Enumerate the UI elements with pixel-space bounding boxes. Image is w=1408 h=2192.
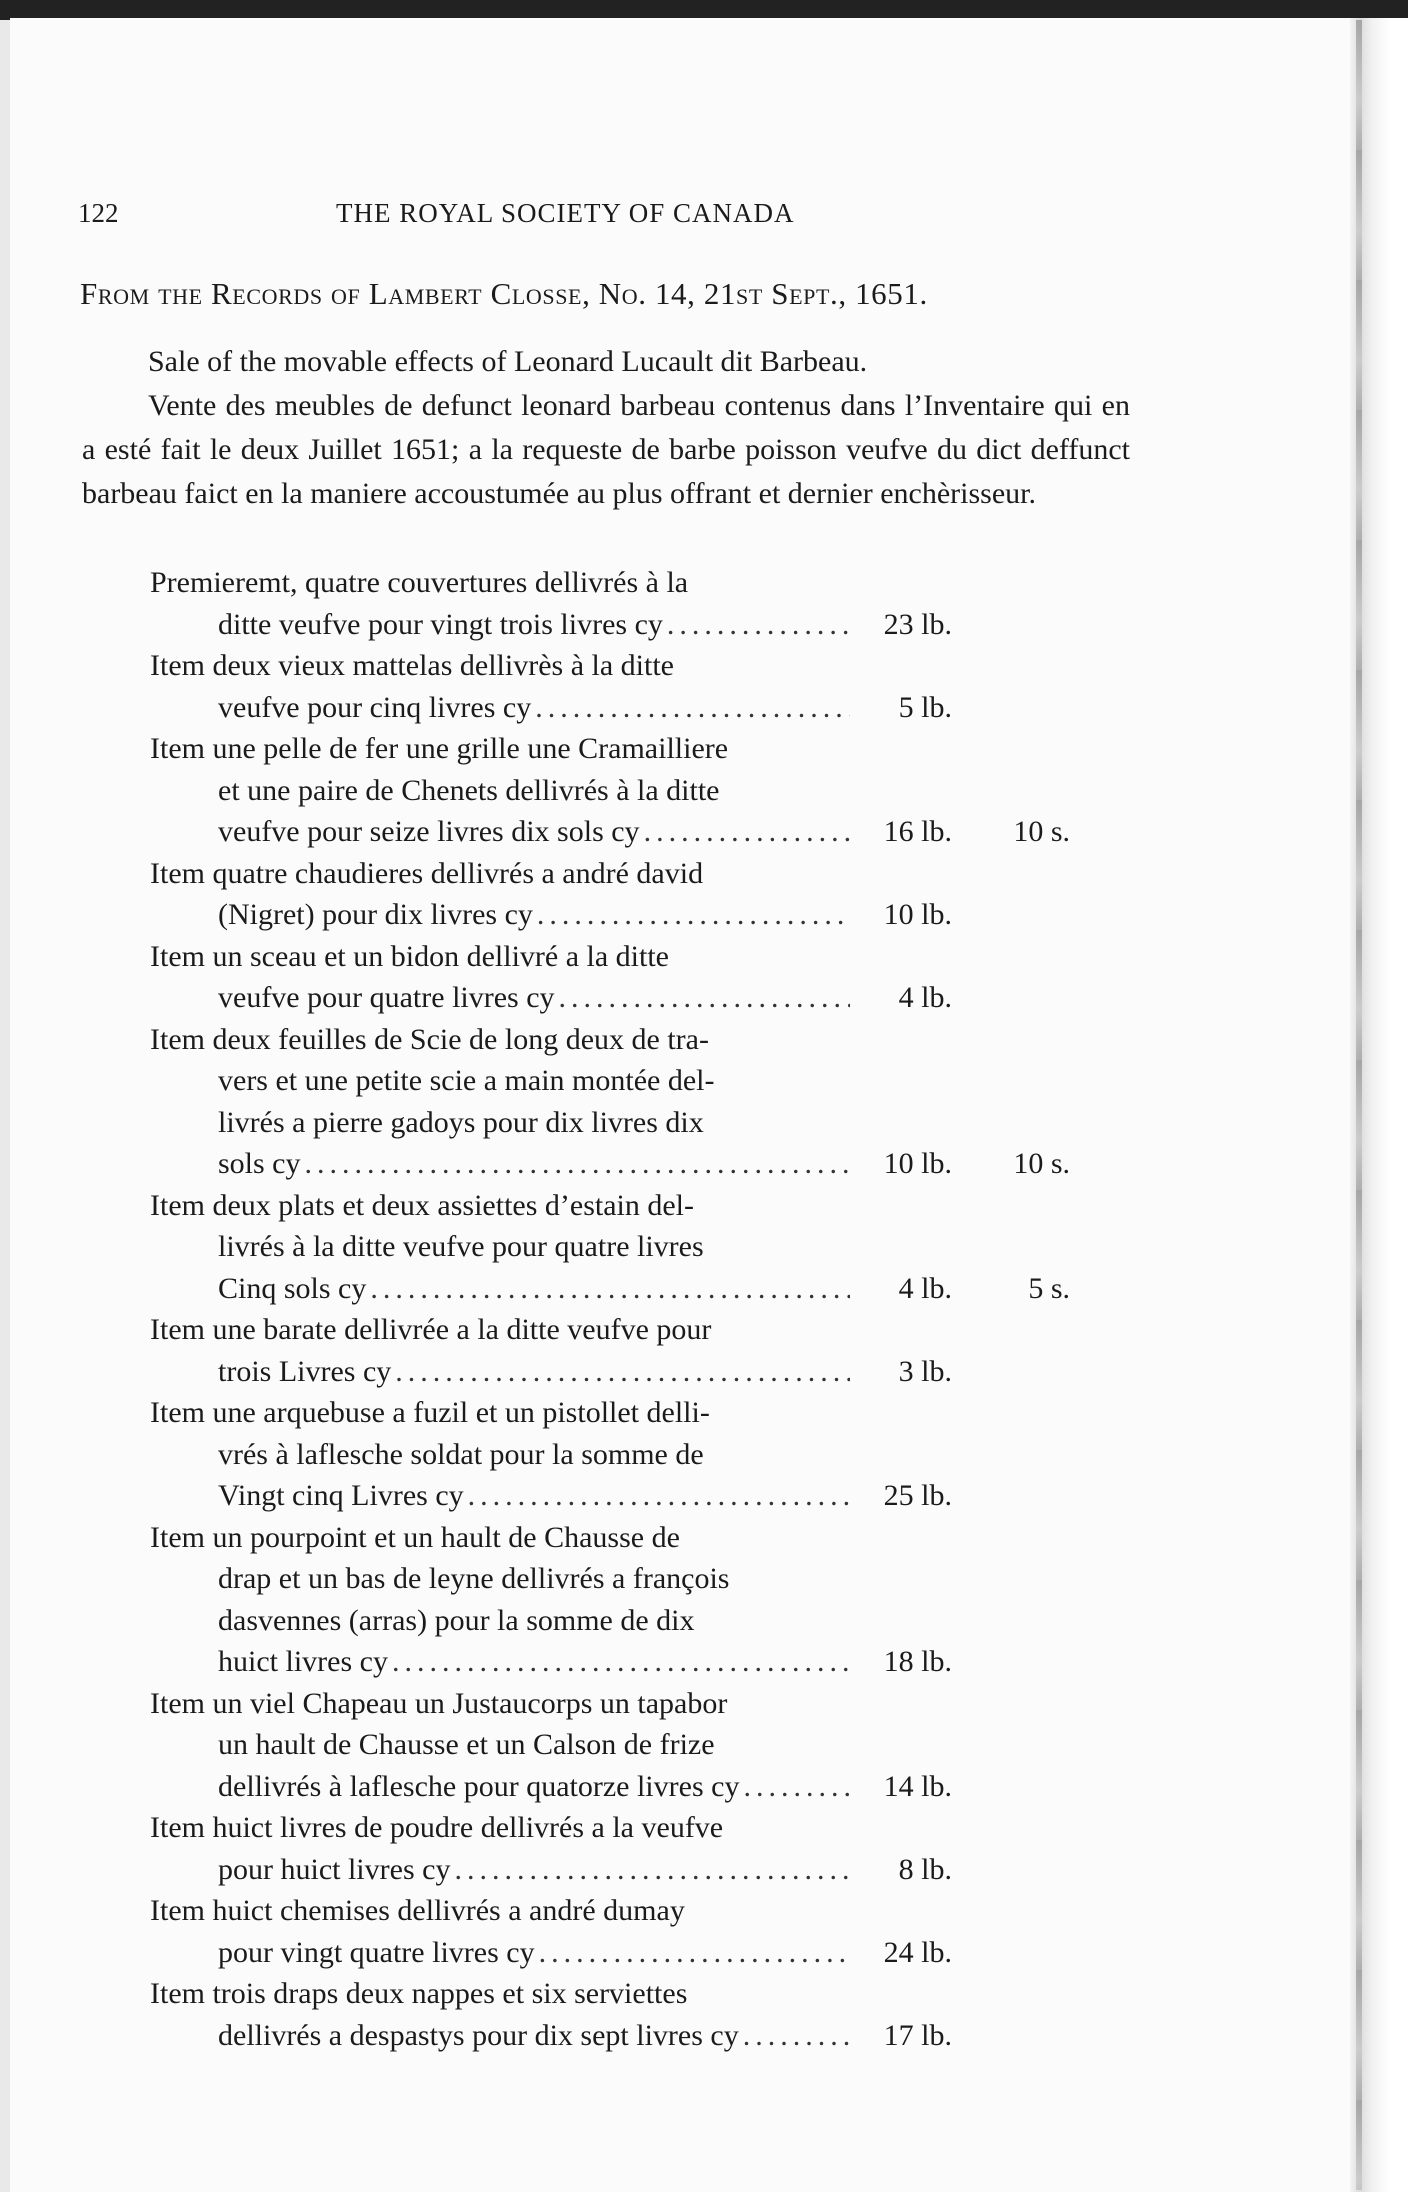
dot-leader: [739, 2015, 850, 2057]
item-livres-amount: 8 lb.: [898, 1852, 952, 1886]
item-line: Item quatre chaudieres dellivrés a andré david: [150, 856, 704, 890]
introduction: [82, 340, 1130, 516]
item-description: [150, 728, 850, 853]
item-line-last: [150, 1351, 850, 1393]
item-line-last: [150, 1268, 850, 1310]
item-line: Item trois draps deux nappes et six serviettes: [150, 1977, 688, 2010]
item-livres-amount: 10 lb.: [883, 1147, 952, 1180]
item-livres-amount: 4 lb.: [898, 981, 952, 1014]
item-livres-amount: 16 lb.: [883, 815, 952, 848]
item-description: [150, 853, 850, 936]
item-line-text: veufve pour quatre livres cy: [218, 981, 555, 1014]
item-line: Item huict chemises dellivrés a andré dumay: [150, 1894, 685, 1927]
dot-leader: [535, 1932, 850, 1974]
dot-leader: [555, 977, 850, 1019]
sale-item: [150, 1309, 1080, 1392]
item-description: [150, 1890, 850, 1973]
dot-leader: [366, 1268, 850, 1310]
running-title: THE ROYAL SOCIETY OF CANADA: [336, 198, 795, 228]
item-line: vrés à laflesche soldat pour la somme de: [218, 1437, 704, 1471]
sale-item: [150, 645, 1080, 728]
item-line-text: trois Livres cy: [218, 1354, 392, 1388]
sale-item: [150, 1019, 1080, 1185]
item-line-last: [150, 1143, 850, 1185]
item-description: [150, 1392, 850, 1517]
item-line-last: [150, 1849, 850, 1891]
item-livres-amount: 10 lb.: [883, 898, 952, 931]
item-line-text: pour vingt quatre livres cy: [218, 1935, 535, 1969]
item-livres-amount: 18 lb.: [883, 1645, 952, 1678]
sale-item: [150, 562, 1080, 645]
item-line-text: Cinq sols cy: [218, 1271, 367, 1305]
page-header: [78, 198, 858, 238]
item-line-last: [150, 604, 850, 646]
item-description: [150, 1185, 850, 1310]
item-line-text: huict livres cy: [218, 1645, 388, 1678]
item-line-text: veufve pour seize livres dix sols cy: [218, 815, 640, 848]
source-heading: From the Records of Lambert Closse, No. 14, 21st Sept., 1651.: [80, 276, 928, 311]
item-description: [150, 1683, 850, 1808]
item-line-text: ditte veufve pour vingt trois livres cy: [218, 607, 663, 641]
item-line: Premieremt, quatre couvertures dellivrés à la: [150, 566, 689, 599]
item-line: Item un pourpoint et un hault de Chausse de: [150, 1520, 680, 1554]
item-livres-amount: 23 lb.: [883, 607, 952, 641]
item-description: [150, 1309, 850, 1392]
item-line: Item deux plats et deux assiettes d’estain del-: [150, 1188, 694, 1222]
item-line-last: [150, 894, 850, 936]
item-line: livrés à la ditte veufve pour quatre livres: [218, 1230, 704, 1263]
item-sols-amount: 10 s.: [1013, 1147, 1070, 1180]
page-edge-shadow: [1356, 20, 1362, 2190]
sale-item: [150, 1185, 1080, 1310]
dot-leader: [464, 1475, 850, 1517]
item-line: Item un viel Chapeau un Justaucorps un tapabor: [150, 1686, 728, 1720]
dot-leader: [391, 1351, 850, 1393]
sale-item: [150, 1517, 1080, 1683]
item-livres-amount: 3 lb.: [898, 1354, 952, 1388]
item-line-text: dellivrés a despastys pour dix sept livres cy: [218, 2018, 739, 2052]
item-livres-amount: 14 lb.: [883, 1769, 952, 1803]
dot-leader: [533, 894, 850, 936]
item-line-last: [150, 2015, 850, 2057]
item-line: Item deux feuilles de Scie de long deux de tra-: [150, 1022, 709, 1056]
item-livres-amount: 25 lb.: [883, 1479, 952, 1512]
item-description: [150, 1973, 850, 2056]
sale-item: [150, 1973, 1080, 2056]
item-line-last: [150, 811, 850, 853]
item-line: vers et une petite scie a main montée del-: [218, 1064, 715, 1097]
item-line: Item huict livres de poudre dellivrés a la veufve: [150, 1811, 724, 1844]
item-line-last: [150, 687, 850, 729]
item-line: Item un sceau et un bidon dellivré a la ditte: [150, 939, 669, 973]
sale-items-list: [150, 562, 1080, 2056]
dot-leader: [388, 1641, 850, 1683]
item-line: livrés a pierre gadoys pour dix livres dix: [218, 1105, 704, 1139]
dot-leader: [739, 1766, 850, 1808]
item-line-text: sols cy: [218, 1147, 301, 1180]
item-sols-amount: 10 s.: [1013, 815, 1070, 848]
dot-leader: [450, 1849, 850, 1891]
item-description: [150, 1517, 850, 1683]
item-line-text: veufve pour cinq livres cy: [218, 690, 532, 724]
sale-item: [150, 1683, 1080, 1808]
item-description: [150, 562, 850, 645]
item-line: un hault de Chausse et un Calson de frize: [218, 1728, 715, 1761]
item-line: drap et un bas de leyne dellivrés a françois: [218, 1562, 730, 1595]
item-line-text: pour huict livres cy: [218, 1852, 451, 1886]
item-line-last: [150, 1475, 850, 1517]
item-livres-amount: 17 lb.: [883, 2018, 952, 2052]
item-livres-amount: 5 lb.: [898, 690, 952, 724]
sale-item: [150, 1392, 1080, 1517]
item-line-last: [150, 1641, 850, 1683]
item-description: [150, 936, 850, 1019]
item-line: Item une pelle de fer une grille une Cramailliere: [150, 732, 729, 765]
dot-leader: [663, 604, 850, 646]
item-line-text: dellivrés à laflesche pour quatorze livres cy: [218, 1769, 740, 1803]
item-description: [150, 1019, 850, 1185]
sale-item: [150, 936, 1080, 1019]
item-line-text: Vingt cinq Livres cy: [218, 1479, 464, 1512]
item-line-text: (Nigret) pour dix livres cy: [218, 898, 533, 931]
item-line: et une paire de Chenets dellivrés à la ditte: [218, 773, 720, 807]
item-line-last: [150, 977, 850, 1019]
item-line: Item une arquebuse a fuzil et un pistollet delli-: [150, 1396, 710, 1429]
item-line: dasvennes (arras) pour la somme de dix: [218, 1603, 695, 1637]
sale-item: [150, 1890, 1080, 1973]
sale-item: [150, 1807, 1080, 1890]
item-description: [150, 645, 850, 728]
item-sols-amount: 5 s.: [1028, 1271, 1070, 1305]
item-description: [150, 1807, 850, 1890]
dot-leader: [301, 1143, 851, 1185]
item-line: Item une barate dellivrée a la ditte veufve pour: [150, 1313, 712, 1346]
item-livres-amount: 24 lb.: [883, 1935, 952, 1969]
sale-item: [150, 853, 1080, 936]
item-line: Item deux vieux mattelas dellivrès à la ditte: [150, 649, 674, 682]
intro-french: Vente des meubles de defunct leonard barbeau contenus dans l’Inventaire qui en a esté fait le deux Juillet 1651; a la requeste de barbe poisson veufve du dict deffunct barbeau faict en la maniere accoustumée au plus offrant et dernier enchèrisseur.: [82, 389, 1130, 510]
scan-top-border: [0, 0, 1408, 20]
sale-item: [150, 728, 1080, 853]
page-number: 122: [78, 198, 119, 228]
item-line-last: [150, 1766, 850, 1808]
dot-leader: [640, 811, 850, 853]
dot-leader: [531, 687, 850, 729]
intro-english: Sale of the movable effects of Leonard Lucault dit Barbeau.: [148, 345, 868, 378]
item-livres-amount: 4 lb.: [898, 1271, 952, 1305]
item-line-last: [150, 1932, 850, 1974]
